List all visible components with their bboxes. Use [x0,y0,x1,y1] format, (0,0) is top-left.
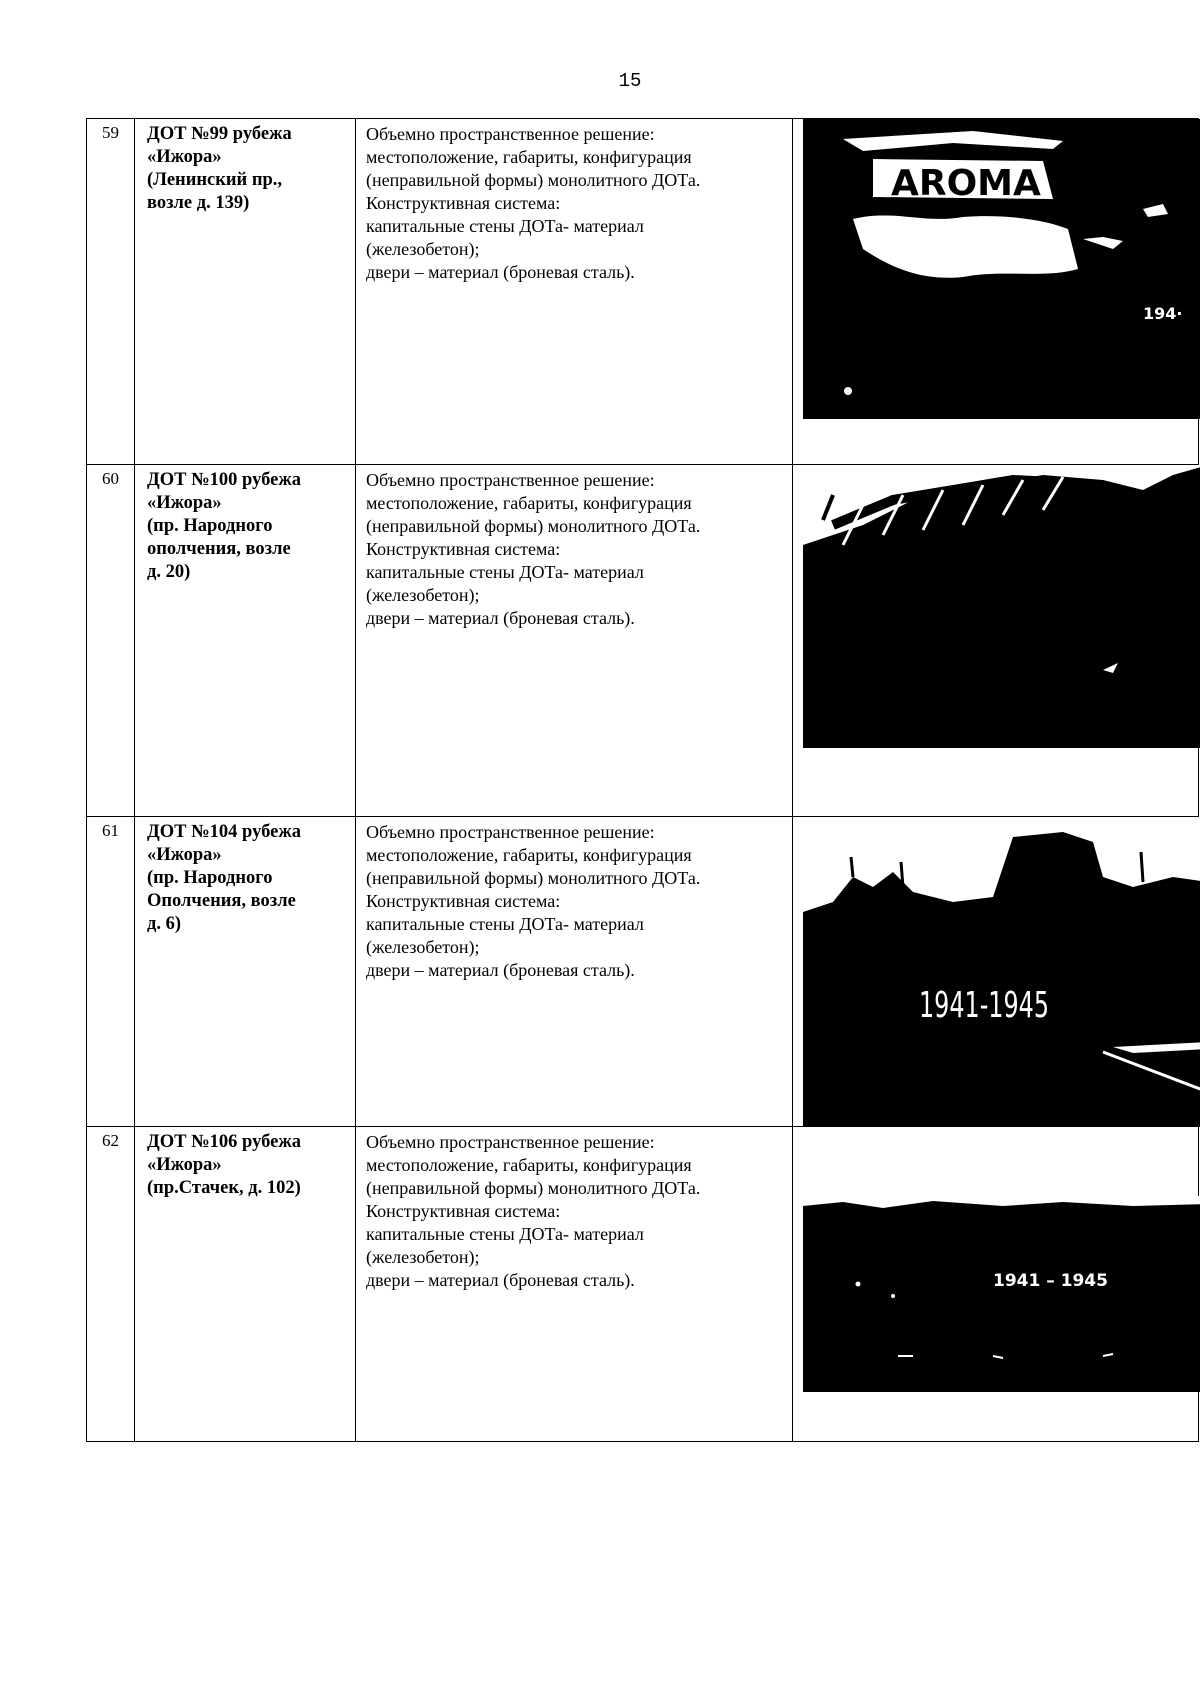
description-line: двери – материал (броневая сталь). [366,960,635,980]
object-name-line: (пр. Народного [147,516,273,536]
description-line: (железобетон); [366,239,480,259]
description-line: двери – материал (броневая сталь). [366,1270,635,1290]
description-line: (неправильной формы) монолитного ДОТа. [366,170,701,190]
object-photo [803,465,1200,748]
photo-date-text: 1941-1945 [919,985,1049,1026]
table-row [87,1127,1199,1442]
table-row [87,119,1199,465]
description-line: Конструктивная система: [366,891,561,911]
description-line: (железобетон); [366,585,480,605]
description-line: капитальные стены ДОТа- материал [366,562,644,582]
description-line: (железобетон); [366,1247,480,1267]
photo-cell [793,1127,1199,1442]
table-row [87,817,1199,1127]
description-line: (неправильной формы) монолитного ДОТа. [366,868,701,888]
description-line: капитальные стены ДОТа- материал [366,1224,644,1244]
object-name-line: ДОТ №104 рубежа [147,822,301,842]
description-line: Конструктивная система: [366,1201,561,1221]
description-line: Объемно пространственное решение: [366,124,655,144]
table-row [87,465,1199,817]
object-name-line: д. 6) [147,914,182,934]
object-description-cell [356,1127,793,1442]
description-line: Объемно пространственное решение: [366,470,655,490]
photo-cell [793,465,1199,817]
object-name-line: ополчения, возле [147,539,291,559]
description-line: Конструктивная система: [366,193,561,213]
object-name-line: возле д. 139) [147,193,250,213]
photo-date-text: 1941 – 1945 [993,1271,1108,1291]
object-name-line: д. 20) [147,562,191,582]
object-photo [803,1196,1200,1392]
row-number: 61 [87,817,135,1127]
object-description-cell [356,119,793,465]
description-line: двери – материал (броневая сталь). [366,262,635,282]
object-name-line: «Ижора» [147,1155,222,1175]
description-line: (неправильной формы) монолитного ДОТа. [366,516,701,536]
object-name-cell [135,465,356,817]
object-name-line: «Ижора» [147,845,222,865]
object-name-line: «Ижора» [147,493,222,513]
description-line: местоположение, габариты, конфигурация [366,845,692,865]
photo-sign-text: AROMA [891,163,1041,204]
object-description-cell [356,465,793,817]
object-name-line: ДОТ №99 рубежа [147,124,292,144]
description-line: местоположение, габариты, конфигурация [366,1155,692,1175]
object-photo [803,817,1200,1127]
row-number: 60 [87,465,135,817]
description-line: (неправильной формы) монолитного ДОТа. [366,1178,701,1198]
description-line: двери – материал (броневая сталь). [366,608,635,628]
page-number: 15 [618,70,642,92]
object-name-line: (Ленинский пр., [147,170,283,190]
object-photo [803,119,1200,419]
description-line: Объемно пространственное решение: [366,822,655,842]
description-line: Конструктивная система: [366,539,561,559]
photo-date-text: 194· [1143,304,1183,323]
object-name-cell [135,817,356,1127]
description-line: капитальные стены ДОТа- материал [366,216,644,236]
object-name-cell [135,1127,356,1442]
object-name-line: (пр.Стачек, д. 102) [147,1178,301,1198]
object-name-line: ДОТ №100 рубежа [147,470,301,490]
description-line: местоположение, габариты, конфигурация [366,493,692,513]
description-line: Объемно пространственное решение: [366,1132,655,1152]
object-name-line: (пр. Народного [147,868,273,888]
row-number: 59 [87,119,135,465]
description-line: местоположение, габариты, конфигурация [366,147,692,167]
object-register-table [86,118,1199,1442]
description-line: (железобетон); [366,937,480,957]
object-name-line: «Ижора» [147,147,222,167]
description-line: капитальные стены ДОТа- материал [366,914,644,934]
photo-cell [793,817,1199,1127]
object-name-cell [135,119,356,465]
photo-cell [793,119,1199,465]
object-name-line: Ополчения, возле [147,891,296,911]
object-name-line: ДОТ №106 рубежа [147,1132,301,1152]
object-description-cell [356,817,793,1127]
row-number: 62 [87,1127,135,1442]
